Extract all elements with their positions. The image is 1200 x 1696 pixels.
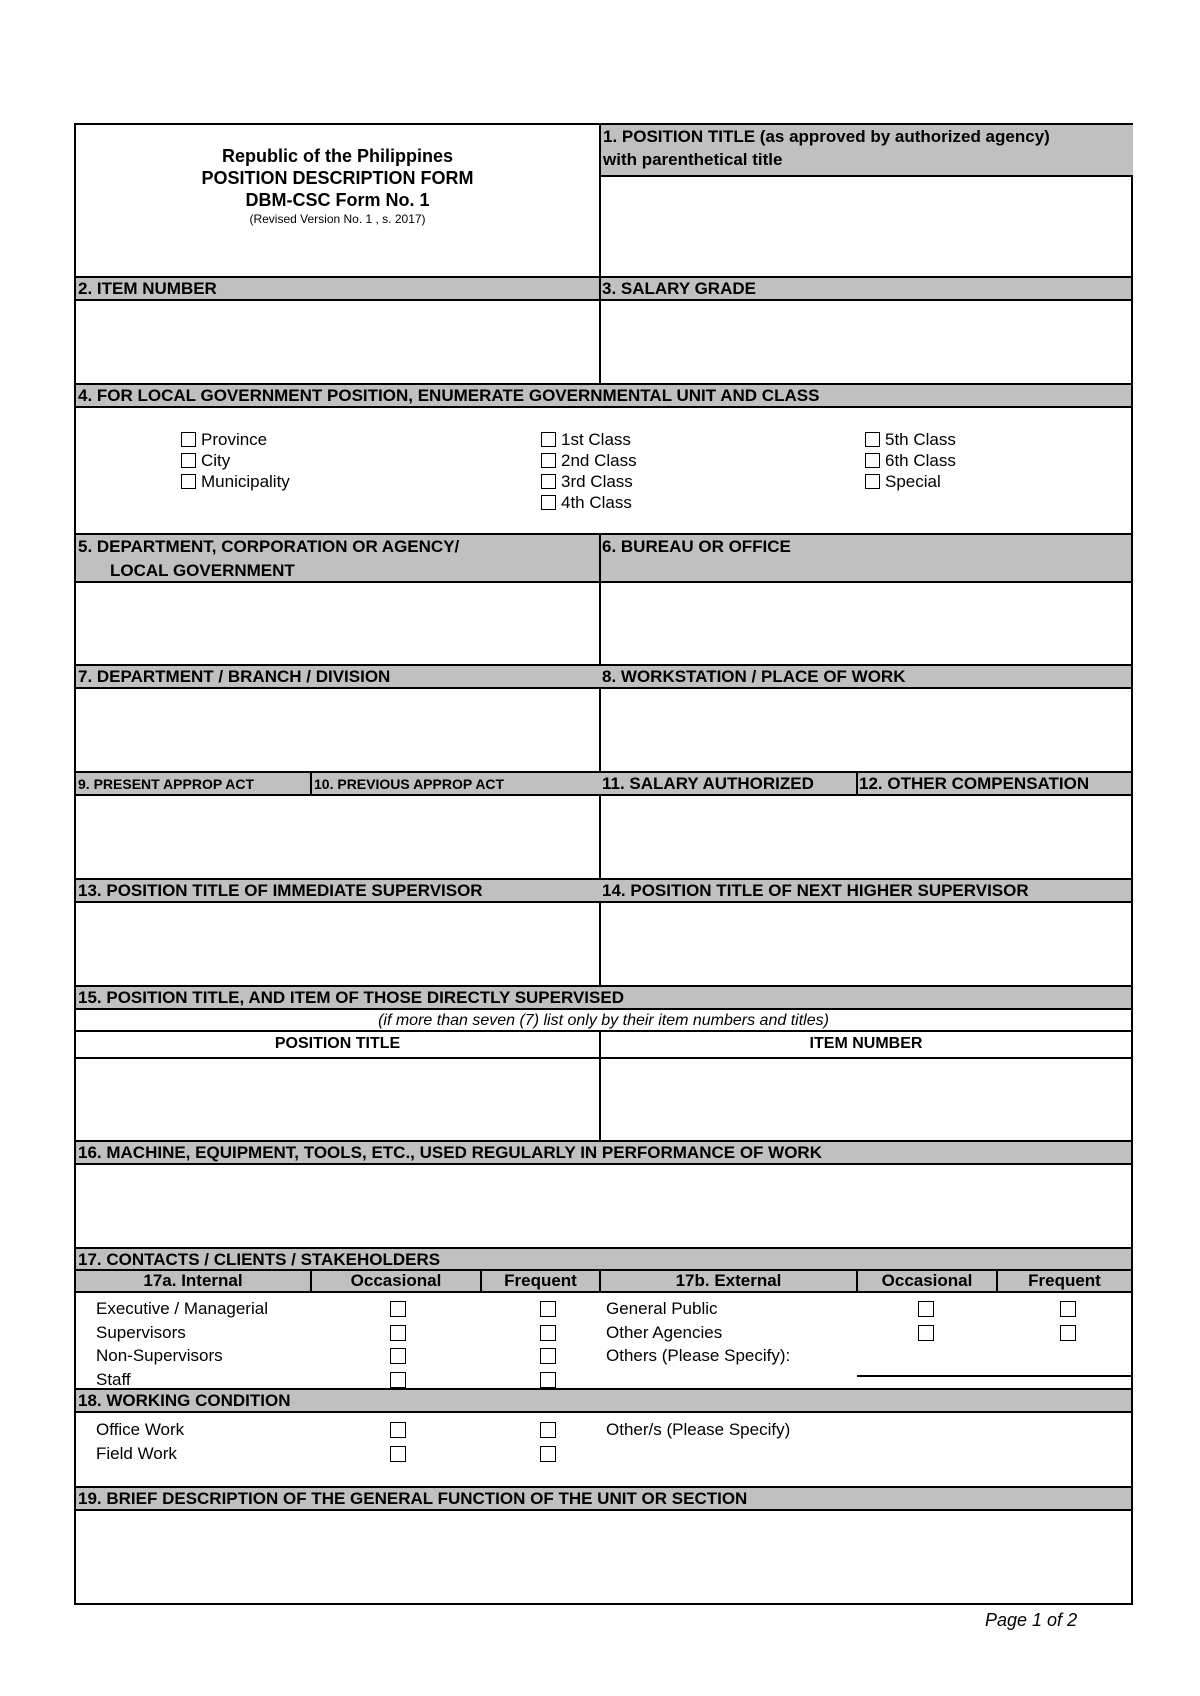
divider	[856, 1269, 858, 1293]
salary-authorized-field[interactable]	[601, 796, 1131, 878]
checkbox-icon[interactable]	[541, 432, 556, 447]
field-6-label: 6. BUREAU OR OFFICE	[602, 537, 791, 556]
field-9-label: 9. PRESENT APPROP ACT	[78, 776, 255, 792]
contact-label-field-work: Field Work	[96, 1443, 177, 1463]
working-other-label: Other/s (Please Specify)	[606, 1420, 791, 1439]
field-15-header	[76, 985, 1131, 1010]
option-label: 3rd Class	[561, 472, 633, 491]
field-14-label: 14. POSITION TITLE OF NEXT HIGHER SUPERVISOR	[602, 881, 1029, 900]
occasional-checkbox-executive-managerial[interactable]	[390, 1301, 406, 1317]
option-label: 6th Class	[885, 451, 956, 470]
option-3rd-class[interactable]	[541, 471, 633, 492]
field-4-label: 4. FOR LOCAL GOVERNMENT POSITION, ENUMERATE GOVERNMENTAL UNIT AND CLASS	[78, 386, 820, 405]
frequent-checkbox-field-work[interactable]	[540, 1446, 556, 1462]
checkbox-icon[interactable]	[541, 453, 556, 468]
frequent-checkbox-office-work[interactable]	[540, 1422, 556, 1438]
option-label: 5th Class	[885, 430, 956, 449]
contact-label-staff: Staff	[96, 1369, 131, 1389]
checkbox-icon[interactable]	[865, 432, 880, 447]
field-16-header	[76, 1140, 1131, 1165]
option-province[interactable]	[181, 429, 267, 450]
occasional-checkbox-non-supervisors[interactable]	[390, 1348, 406, 1364]
divider	[856, 771, 858, 796]
checkbox-icon[interactable]	[541, 495, 556, 510]
field-8-label: 8. WORKSTATION / PLACE OF WORK	[602, 667, 906, 686]
checkbox-icon[interactable]	[541, 474, 556, 489]
divider	[996, 1269, 998, 1293]
field-18-header	[76, 1388, 1131, 1413]
option-label: Municipality	[201, 472, 290, 491]
option-city[interactable]	[181, 450, 230, 471]
option-5th-class[interactable]	[865, 429, 956, 450]
field-5-label: 5. DEPARTMENT, CORPORATION OR AGENCY/	[78, 537, 460, 556]
option-2nd-class[interactable]	[541, 450, 637, 471]
divider	[310, 1269, 312, 1293]
position-title-field[interactable]	[599, 177, 1133, 276]
field-17-subheader	[76, 1269, 1131, 1293]
field-13-label: 13. POSITION TITLE OF IMMEDIATE SUPERVISOR	[78, 881, 483, 900]
contact-label-other-agencies: Other Agencies	[606, 1322, 723, 1342]
option-6th-class[interactable]	[865, 450, 956, 471]
checkbox-icon[interactable]	[865, 474, 880, 489]
immediate-supervisor-field[interactable]	[76, 903, 599, 985]
field-18-label: 18. WORKING CONDITION	[78, 1391, 291, 1410]
field-3-label: 3. SALARY GRADE	[602, 279, 756, 298]
supervised-position-field[interactable]	[76, 1059, 599, 1140]
field-15-note: (if more than seven (7) list only by their item numbers and titles)	[76, 1010, 1131, 1032]
contact-label-office-work: Office Work	[96, 1420, 185, 1439]
form-number: DBM-CSC Form No. 1	[245, 190, 430, 210]
field-15-col-position: POSITION TITLE	[76, 1032, 599, 1059]
others-specify-line[interactable]	[857, 1375, 1131, 1377]
field-1-sublabel: with parenthetical title	[603, 150, 783, 169]
divider	[310, 771, 312, 796]
option-label: 1st Class	[561, 430, 631, 449]
item-number-field[interactable]	[76, 301, 599, 383]
occasional-checkbox-other-agencies[interactable]	[918, 1325, 934, 1341]
department-field[interactable]	[76, 583, 599, 664]
branch-field[interactable]	[76, 689, 599, 771]
row-9-12-header	[76, 771, 1131, 796]
page-number: Page 1 of 2	[985, 1610, 1078, 1630]
field-7-label: 7. DEPARTMENT / BRANCH / DIVISION	[78, 667, 391, 686]
field-4-header	[76, 383, 1131, 408]
equipment-field[interactable]	[76, 1165, 1131, 1247]
form-name: POSITION DESCRIPTION FORM	[201, 168, 474, 188]
field-1-header	[599, 125, 1133, 177]
approp-act-field[interactable]	[76, 796, 599, 878]
field-15-col-item: ITEM NUMBER	[601, 1032, 1131, 1059]
option-municipality[interactable]	[181, 471, 290, 492]
revision-note: (Revised Version No. 1 , s. 2017)	[249, 212, 426, 226]
frequent-checkbox-executive-managerial[interactable]	[540, 1301, 556, 1317]
contact-label-non-supervisors: Non-Supervisors	[96, 1346, 223, 1365]
divider	[480, 1269, 482, 1293]
internal-occasional-label: Occasional	[350, 1271, 442, 1290]
field-19-label: 19. BRIEF DESCRIPTION OF THE GENERAL FUNCTION OF THE UNIT OR SECTION	[78, 1489, 748, 1508]
contact-label-general-public: General Public	[606, 1299, 718, 1318]
form-title-block	[76, 125, 599, 276]
occasional-checkbox-general-public[interactable]	[918, 1301, 934, 1317]
field-10-label: 10. PREVIOUS APPROP ACT	[314, 776, 505, 792]
occasional-checkbox-field-work[interactable]	[390, 1446, 406, 1462]
internal-col-label: 17a. Internal	[143, 1271, 243, 1290]
frequent-checkbox-supervisors[interactable]	[540, 1325, 556, 1341]
general-function-field[interactable]	[76, 1511, 1131, 1603]
field-2-label: 2. ITEM NUMBER	[78, 279, 217, 298]
frequent-checkbox-non-supervisors[interactable]	[540, 1348, 556, 1364]
workstation-field[interactable]	[601, 689, 1131, 771]
supervised-item-field[interactable]	[601, 1059, 1131, 1140]
checkbox-icon[interactable]	[865, 453, 880, 468]
checkbox-icon[interactable]	[181, 453, 196, 468]
row-2-3-header	[76, 276, 1131, 301]
occasional-checkbox-staff[interactable]	[390, 1372, 406, 1388]
field-17-header	[76, 1247, 1131, 1271]
external-col-label: 17b. External	[675, 1271, 782, 1290]
field-11-label: 11. SALARY AUTHORIZED	[602, 774, 814, 793]
field-15-label: 15. POSITION TITLE, AND ITEM OF THOSE DIRECTLY SUPERVISED	[78, 988, 624, 1007]
external-occasional-label: Occasional	[881, 1271, 973, 1290]
option-label: 2nd Class	[561, 451, 637, 470]
field-12-label: 12. OTHER COMPENSATION	[859, 774, 1090, 793]
republic-label: Republic of the Philippines	[221, 146, 453, 166]
field-16-label: 16. MACHINE, EQUIPMENT, TOOLS, ETC., USED REGULARLY IN PERFORMANCE OF WORK	[78, 1143, 822, 1162]
option-label: City	[201, 451, 231, 470]
contact-label-others-please-specify: Others (Please Specify):	[606, 1346, 791, 1365]
occasional-checkbox-office-work[interactable]	[390, 1422, 406, 1438]
divider	[599, 1269, 601, 1293]
contact-label-executive-managerial: Executive / Managerial	[96, 1299, 268, 1318]
frequent-checkbox-other-agencies[interactable]	[1060, 1325, 1076, 1341]
field-17-label: 17. CONTACTS / CLIENTS / STAKEHOLDERS	[78, 1250, 441, 1269]
checkbox-icon[interactable]	[181, 432, 196, 447]
next-supervisor-field[interactable]	[601, 903, 1131, 985]
option-label: Province	[201, 430, 268, 449]
field-1-label: 1. POSITION TITLE (as approved by authorized agency)	[603, 127, 1050, 146]
frequent-checkbox-general-public[interactable]	[1060, 1301, 1076, 1317]
option-1st-class[interactable]	[541, 429, 631, 450]
row-5-6-header	[76, 533, 1131, 583]
row-13-14-header	[76, 878, 1131, 903]
occasional-checkbox-supervisors[interactable]	[390, 1325, 406, 1341]
bureau-field[interactable]	[601, 583, 1131, 664]
position-description-form	[74, 123, 1133, 1605]
option-label: 4th Class	[561, 493, 632, 512]
frequent-checkbox-staff[interactable]	[540, 1372, 556, 1388]
working-condition-body	[76, 1413, 1131, 1486]
contact-label-supervisors: Supervisors	[96, 1322, 186, 1342]
option-label: Special	[885, 472, 941, 491]
internal-frequent-label: Frequent	[504, 1271, 577, 1290]
checkbox-icon[interactable]	[181, 474, 196, 489]
option-4th-class[interactable]	[541, 492, 632, 513]
option-special[interactable]	[865, 471, 941, 492]
salary-grade-field[interactable]	[601, 301, 1131, 383]
external-frequent-label: Frequent	[1028, 1271, 1101, 1290]
field-19-header	[76, 1486, 1131, 1511]
field-5-sublabel: LOCAL GOVERNMENT	[110, 561, 295, 580]
row-7-8-header	[76, 664, 1131, 689]
